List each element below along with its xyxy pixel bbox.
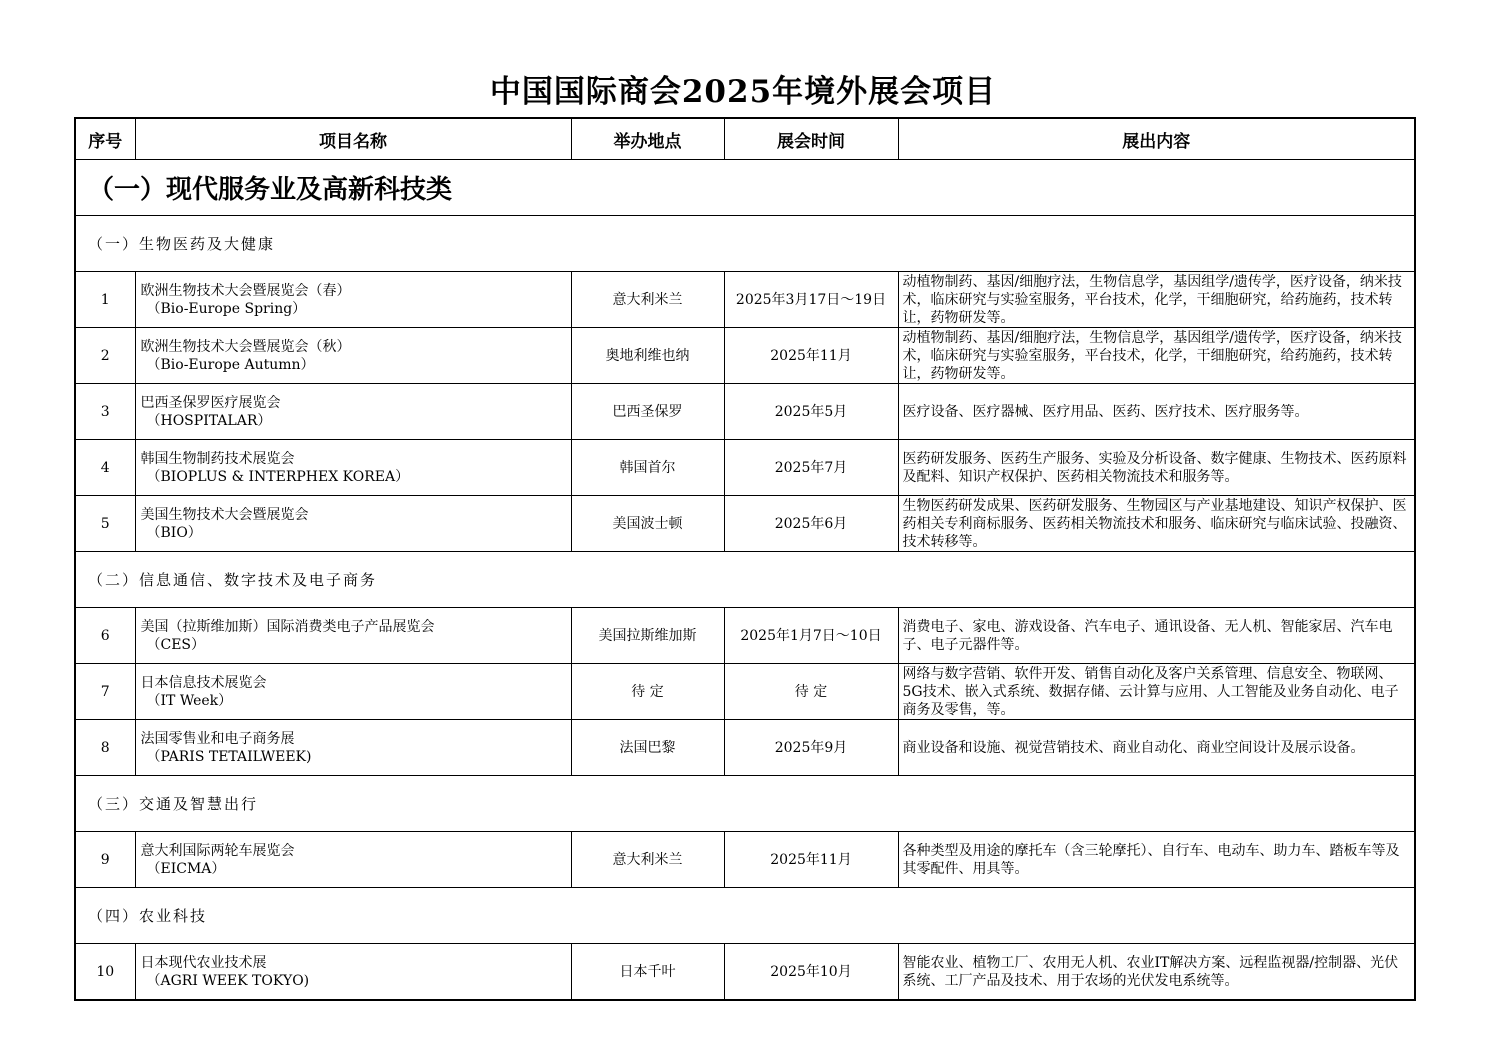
project-name-cell: [135, 496, 571, 552]
project-name-cn: 日本现代农业技术展: [140, 954, 267, 971]
table-row: [75, 440, 1415, 496]
row-number: 6: [75, 608, 135, 664]
section-row: [75, 216, 1415, 272]
project-name-cn: 意大利国际两轮车展览会: [140, 842, 295, 859]
section-row: [75, 552, 1415, 608]
row-number: 4: [75, 440, 135, 496]
section-label: （一）生物医药及大健康: [75, 216, 1415, 272]
time-cell: 2025年11月: [724, 832, 898, 888]
table-row: [75, 496, 1415, 552]
content-cell: 智能农业、植物工厂、农用无人机、农业IT解决方案、远程监视器/控制器、光伏系统、工厂产品及技术、用于农场的光伏发电系统等。: [898, 944, 1415, 1001]
header-content: 展出内容: [898, 118, 1415, 160]
location-cell: 美国拉斯维加斯: [571, 608, 724, 664]
row-number: 7: [75, 664, 135, 720]
location-cell: 巴西圣保罗: [571, 384, 724, 440]
project-name-cn: 巴西圣保罗医疗展览会: [140, 394, 281, 411]
project-name-en: （Bio-Europe Spring）: [146, 300, 307, 317]
project-name-cell: [135, 440, 571, 496]
project-name-cell: [135, 720, 571, 776]
project-name-cn: 日本信息技术展览会: [140, 674, 267, 691]
location-cell: 韩国首尔: [571, 440, 724, 496]
location-cell: 奥地利维也纳: [571, 328, 724, 384]
table-row: [75, 328, 1415, 384]
exhibition-table: [74, 117, 1416, 1001]
location-cell: 美国波士顿: [571, 496, 724, 552]
table-row: [75, 720, 1415, 776]
row-number: 2: [75, 328, 135, 384]
time-cell: 2025年7月: [724, 440, 898, 496]
project-name-en: （Bio-Europe Autumn）: [146, 356, 315, 373]
project-name-en: （HOSPITALAR）: [146, 412, 272, 429]
table-header-row: [75, 118, 1415, 160]
project-name-cn: 美国（拉斯维加斯）国际消费类电子产品展览会: [140, 618, 435, 635]
project-name-en: （BIOPLUS & INTERPHEX KOREA）: [146, 468, 410, 485]
content-cell: 商业设备和设施、视觉营销技术、商业自动化、商业空间设计及展示设备。: [898, 720, 1415, 776]
time-cell: 2025年1月7日～10日: [724, 608, 898, 664]
table-row: [75, 272, 1415, 328]
time-cell: 2025年11月: [724, 328, 898, 384]
project-name-cn: 法国零售业和电子商务展: [140, 730, 295, 747]
section-row: [75, 776, 1415, 832]
project-name-cell: [135, 328, 571, 384]
content-cell: 生物医药研发成果、医药研发服务、生物园区与产业基地建设、知识产权保护、医药相关专利商标服务、医药相关物流技术和服务、临床研究与临床试验、投融资、技术转移等。: [898, 496, 1415, 552]
table-row: [75, 384, 1415, 440]
header-location: 举办地点: [571, 118, 724, 160]
content-cell: 消费电子、家电、游戏设备、汽车电子、通讯设备、无人机、智能家居、汽车电子、电子元器件等。: [898, 608, 1415, 664]
project-name-cn: 韩国生物制药技术展览会: [140, 450, 295, 467]
project-name-en: （CES）: [146, 636, 206, 653]
project-name-cell: [135, 832, 571, 888]
project-name-cell: [135, 944, 571, 1001]
time-cell: 2025年5月: [724, 384, 898, 440]
row-number: 1: [75, 272, 135, 328]
content-cell: 动植物制药、基因/细胞疗法，生物信息学，基因组学/遗传学，医疗设备，纳米技术，临床研究与实验室服务，平台技术，化学，干细胞研究，给药施药，技术转让，药物研发等。: [898, 328, 1415, 384]
project-name-en: （PARIS TETAILWEEK): [146, 748, 312, 765]
location-cell: 意大利米兰: [571, 272, 724, 328]
time-cell: 2025年6月: [724, 496, 898, 552]
table-row: [75, 608, 1415, 664]
project-name-en: （IT Week）: [146, 692, 233, 709]
content-cell: 网络与数字营销、软件开发、销售自动化及客户关系管理、信息安全、物联网、5G技术、嵌入式系统、数据存储、云计算与应用、人工智能及业务自动化、电子商务及零售，等。: [898, 664, 1415, 720]
table-row: [75, 664, 1415, 720]
project-name-cn: 欧洲生物技术大会暨展览会（春）: [140, 282, 351, 299]
header-no: 序号: [75, 118, 135, 160]
project-name-cell: [135, 272, 571, 328]
project-name-en: （BIO）: [146, 524, 202, 541]
project-name-en: （EICMA）: [146, 860, 226, 877]
project-name-cell: [135, 608, 571, 664]
project-name-cn: 美国生物技术大会暨展览会: [140, 506, 309, 523]
table-row: [75, 944, 1415, 1001]
content-cell: 医疗设备、医疗器械、医疗用品、医药、医疗技术、医疗服务等。: [898, 384, 1415, 440]
project-name-en: （AGRI WEEK TOKYO): [146, 972, 310, 989]
time-cell: 待 定: [724, 664, 898, 720]
row-number: 3: [75, 384, 135, 440]
time-cell: 2025年9月: [724, 720, 898, 776]
section-label: （二）信息通信、数字技术及电子商务: [75, 552, 1415, 608]
row-number: 8: [75, 720, 135, 776]
page-title: 中国国际商会2025年境外展会项目: [489, 74, 997, 110]
content-cell: 医药研发服务、医药生产服务、实验及分析设备、数字健康、生物技术、医药原料及配料、知识产权保护、医药相关物流技术和服务等。: [898, 440, 1415, 496]
project-name-cell: [135, 664, 571, 720]
section-label: （三）交通及智慧出行: [75, 776, 1415, 832]
time-cell: 2025年3月17日～19日: [724, 272, 898, 328]
content-cell: 动植物制药、基因/细胞疗法，生物信息学，基因组学/遗传学，医疗设备，纳米技术，临床研究与实验室服务，平台技术，化学，干细胞研究，给药施药，技术转让，药物研发等。: [898, 272, 1415, 328]
content-cell: 各种类型及用途的摩托车（含三轮摩托）、自行车、电动车、助力车、踏板车等及其零配件、用具等。: [898, 832, 1415, 888]
header-name: 项目名称: [135, 118, 571, 160]
section-row: [75, 888, 1415, 944]
category-row: [75, 160, 1415, 216]
row-number: 10: [75, 944, 135, 1001]
location-cell: 待 定: [571, 664, 724, 720]
location-cell: 法国巴黎: [571, 720, 724, 776]
table-row: [75, 832, 1415, 888]
project-name-cell: [135, 384, 571, 440]
location-cell: 日本千叶: [571, 944, 724, 1001]
category-title: （一）现代服务业及高新科技类: [75, 160, 1415, 216]
time-cell: 2025年10月: [724, 944, 898, 1001]
section-label: （四）农业科技: [75, 888, 1415, 944]
project-name-cn: 欧洲生物技术大会暨展览会（秋）: [140, 338, 351, 355]
location-cell: 意大利米兰: [571, 832, 724, 888]
row-number: 9: [75, 832, 135, 888]
header-time: 展会时间: [724, 118, 898, 160]
row-number: 5: [75, 496, 135, 552]
